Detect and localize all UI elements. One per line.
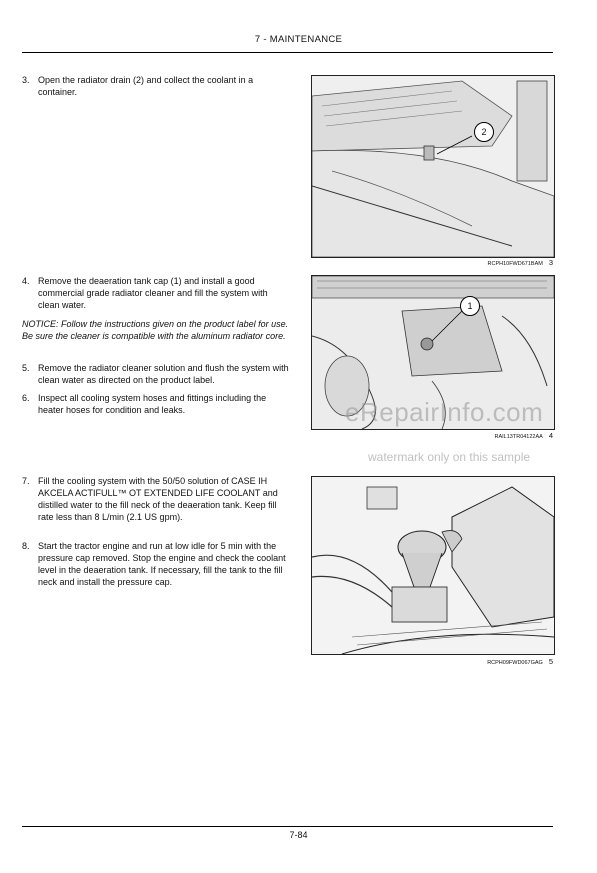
figure-4-label [311, 431, 553, 440]
step-5 [22, 362, 290, 386]
figure-5-filling-coolant [311, 476, 555, 655]
figure-code: RAIL13TR04122AA [494, 434, 543, 440]
notice-text: NOTICE: Follow the instructions given on the product label for use. Be sure the cleaner is compatible with the aluminum radiator core. [22, 319, 289, 341]
step-text: Open the radiator drain (2) and collect the coolant in a container. [38, 75, 254, 97]
step-text: Remove the deaeration tank cap (1) and install a good commercial grade radiator cleaner and fill the system with clean water. [38, 276, 268, 310]
step-8 [22, 540, 290, 588]
step-text: Start the tractor engine and run at low idle for 5 min with the pressure cap removed. Stop the engine and check the coolant level in the deaeration tank. If necessary, fill the tank to the fill neck and install the pressure cap. [38, 541, 286, 587]
step-number: 7. [22, 476, 30, 486]
page-header: 7 - MAINTENANCE [254, 34, 343, 45]
step-text: Inspect all cooling system hoses and fittings including the heater hoses for condition and leaks. [38, 393, 267, 415]
footer-rule [22, 826, 553, 827]
step-3 [22, 74, 290, 98]
step-number: 5. [22, 363, 30, 373]
figure-number: 3 [548, 258, 553, 267]
callout-2: 2 [474, 122, 494, 142]
callout-1: 1 [460, 296, 480, 316]
figure-code: RCPH09FWD067GAG [487, 660, 543, 666]
header-rule [22, 52, 553, 53]
figure-number: 4 [548, 431, 553, 440]
watermark-note: watermark only on this sample [368, 450, 531, 464]
step-number: 6. [22, 393, 30, 403]
step-7 [22, 475, 290, 523]
step-text: Remove the radiator cleaner solution and flush the system with clean water as directed on the product label. [38, 363, 289, 385]
step-text: Fill the cooling system with the 50/50 solution of CASE IH AKCELA ACTIFULL™ OT EXTENDED LIFE COOLANT and distilled water to the fill neck of the deaeration tank. Keep fill rate less than 8 L/min (2.1 US gpm). [38, 476, 278, 522]
figure-5-label [311, 657, 553, 666]
step-4 [22, 275, 290, 311]
step-number: 4. [22, 276, 30, 286]
step-number: 8. [22, 541, 30, 551]
step-number: 3. [22, 75, 30, 85]
figure-number: 5 [548, 657, 553, 666]
figure-3-radiator-drain [311, 75, 555, 258]
step-6 [22, 392, 290, 416]
watermark-site: eRepairInfo.com [345, 397, 544, 427]
page-number: 7-84 [289, 830, 308, 840]
figure-3-label [311, 258, 553, 267]
figure-code: RCPH10FWD671BAM [487, 261, 543, 267]
